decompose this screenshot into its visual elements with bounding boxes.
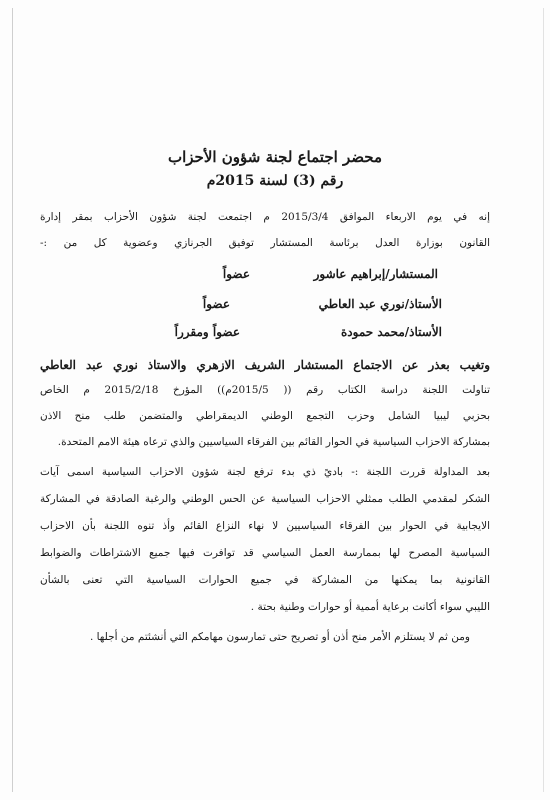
page-edge-left bbox=[12, 8, 13, 792]
paragraph-3-line-3: الايجابية في الحوار بين الفرقاء السياسيين لا نهاء النزاع القائم وأذ تنوه اللجنة بأن الاحزاب bbox=[40, 520, 490, 532]
member-name-1: المستشار/إبراهيم عاشور bbox=[313, 267, 438, 281]
member-name-2: الأستاذ/نوري عبد العاطي bbox=[318, 297, 442, 311]
paragraph-3-line-5: القانونية بما يمكنها من المشاركة في جميع الحوارات السياسية التي تعنى بالشأن bbox=[40, 574, 490, 586]
member-role-2: عضواً bbox=[202, 297, 230, 311]
document-title: محضر اجتماع لجنة شؤون الأحزاب bbox=[167, 148, 382, 166]
paragraph-2-line-2: بحزبي ليبيا الشامل وحزب التجمع الوطني الديمقراطي والمتضمن طلب منح الاذن bbox=[40, 410, 490, 422]
closing-line: ومن ثم لا يستلزم الأمر منح أذن أو تصريح حتى تمارسون مهامكم التي أنشئتم من أجلها . bbox=[89, 631, 470, 643]
paragraph-3-line-4: السياسية المصرح لها بممارسة العمل السياسي قد توافرت فيها جميع الاشتراطات والضوابط bbox=[40, 547, 490, 559]
page-edge-right bbox=[543, 8, 544, 792]
intro-line-2: القانون بوزارة العدل برئاسة المستشار توفيق الجرنازي وعضوية كل من :- bbox=[40, 237, 490, 249]
intro-line-1: إنه في يوم الاربعاء الموافق 2015/3/4 م اجتمعت لجنة شؤون الأحزاب بمقر إدارة bbox=[40, 211, 490, 223]
paragraph-3-line-1: بعد المداولة قررت اللجنة :- باديً ذي بدء ترفع لجنة شؤون الاحزاب السياسية اسمى آيات bbox=[40, 466, 490, 478]
paragraph-3-line-6: الليبي سواء أكانت برعاية أممية أو حوارات وطنية بحتة . bbox=[250, 601, 490, 613]
member-name-3: الأستاذ/محمد حمودة bbox=[340, 325, 442, 339]
member-role-3: عضواً ومقرراً bbox=[174, 325, 240, 339]
paragraph-3-line-2: الشكر لمقدمي الطلب ممثلي الاحزاب السياسية عن الحس الوطني والرغبة الصادقة في المشاركة bbox=[40, 493, 490, 505]
absence-line: وتغيب بعذر عن الاجتماع المستشار الشريف الازهري والاستاذ نوري عبد العاطي bbox=[40, 358, 490, 372]
paragraph-2-line-1: تناولت اللجنة دراسة الكتاب رقم (( 2015/5م)) المؤرخ 2015/2/18 م الخاص bbox=[40, 384, 490, 396]
member-role-1: عضواً bbox=[222, 267, 250, 281]
document-subtitle: رقم (3) لسنة 2015م bbox=[206, 173, 344, 189]
paragraph-2-line-3: بمشاركة الاحزاب السياسية في الحوار القائم بين الفرقاء السياسيين والذي ترعاه هيئة الامم المتحدة. bbox=[57, 436, 490, 448]
